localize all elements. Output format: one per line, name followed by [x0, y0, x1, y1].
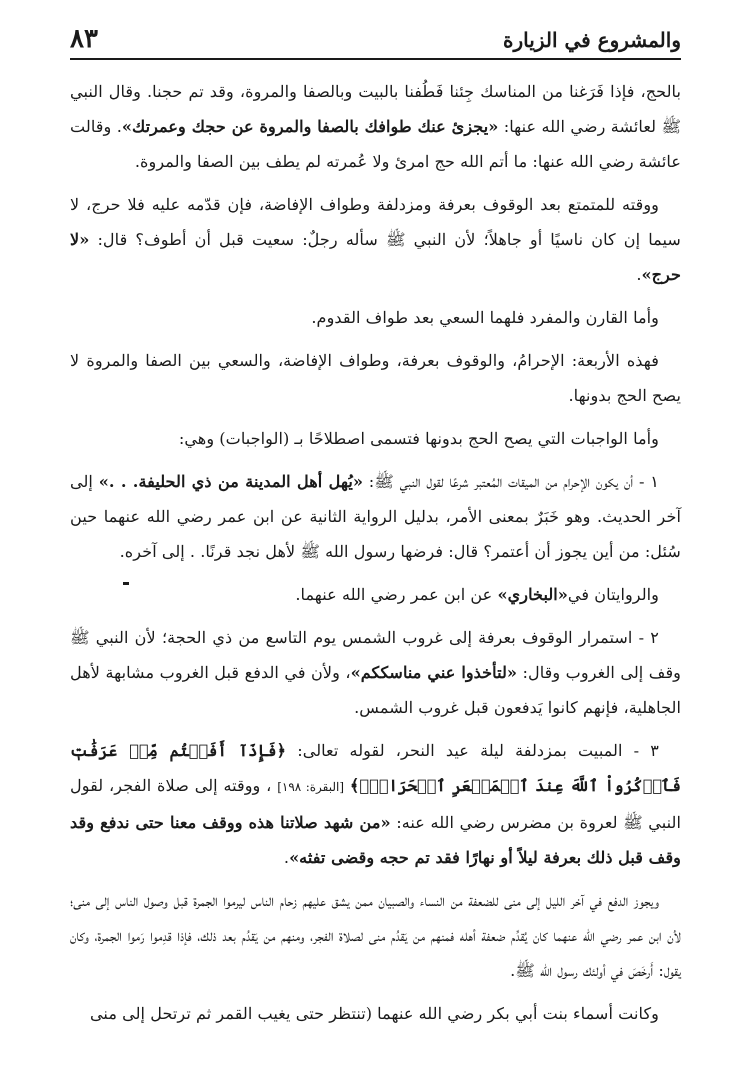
page-number: ٨٣ [70, 24, 98, 54]
hadith-quote-3: «يُهل أهل المدينة من ذي الحليفة. . .» [98, 472, 363, 491]
paragraph-8 [70, 620, 681, 725]
paragraph-10-text-b: أَرخَصَ في أولئك رسول الله ﷺ [515, 961, 654, 980]
paragraph-9-text-f: . [283, 848, 290, 867]
book-title-bukhari: «البخاري» [497, 585, 568, 604]
paragraph-9-text-a: ٣ - المبيت بمزدلفة ليلة عيد النحر، لقوله تعالى: [297, 741, 659, 760]
paragraph-7 [70, 577, 681, 612]
hadith-quote-2: «لا حرج» [70, 230, 681, 284]
hadith-quote-1: «يجزئ عنك طوافك بالصفا والمروة عن حجك وعمرتك» [121, 117, 499, 136]
paragraph-2 [70, 187, 681, 292]
print-mark [123, 582, 129, 585]
paragraph-10-text-a: ويجوز الدفع في آخر الليل إلى منى للضعفة من النساء والصبيان ممن يشق عليهم زحام الناس ليرموا الجمرة قبل وصول الناس إلى منى؛ لأن ابن عمر رضي الله عنهما كان يُقدِّم ضعفة أهله فمنهم من يَقدُم منى لصلاة الفجر، ومنهم من يَقدُم بعد ذلك، فإذا قدِموا رَموا الجمرة، وكان يقول: [70, 891, 681, 980]
quran-verse: ﴿فَإِذَآ أَفَضۡتُم مِّنۡ عَرَفَٰتٖ فَٱذۡكُرُواْ ٱللَّهَ عِندَ ٱلۡمَشۡعَرِ ٱلۡحَرَامِۖ﴾ [70, 741, 681, 795]
paragraph-3: وأما القارن والمفرد فلهما السعي بعد طواف القدوم. [311, 308, 659, 327]
paragraph-4: فهذه الأربعة: الإحرامُ، والوقوف بعرفة، وطواف الإفاضة، والسعي بين الصفا والمروة لا يصح الحج بدونها. [70, 351, 681, 405]
paragraph-6-text-c: إلى آخر الحديث. وهو خَبَرٌ بمعنى الأمر، بدليل الرواية الثانية عن ابن عمر رضي الله عنهما حين سُئل: من أين يجوز أن أعتمر؟ قال: فرضها رسول الله ﷺ لأهل نجد قرنًا. . إلى آخره. [70, 472, 681, 561]
paragraph-10-text-c: . [510, 961, 516, 980]
hadith-quote-4: «لتأخذوا عني مناسككم» [350, 663, 518, 682]
verse-reference: [البقرة: ١٩٨] [277, 780, 345, 794]
paragraph-10 [70, 883, 681, 988]
running-title: والمشروع في الزيارة [503, 28, 681, 52]
paragraph-9 [70, 733, 681, 875]
paragraph-5: وأما الواجبات التي يصح الحج بدونها فتسمى اصطلاحًا بـ (الواجبات) وهي: [178, 429, 659, 448]
paragraph-8-text-c: ، ولأن في الدفع قبل الغروب مشابهة لأهل الجاهلية، فإنهم كانوا يَدفعون قبل غروب الشمس. [70, 663, 681, 717]
page-header [70, 24, 681, 60]
paragraph-7-text-a: والروايتان في [567, 585, 659, 604]
paragraph-6-text-a: ١ - أن يكون الإحرام من الميقات المُعتبر شرعًا لقول النبي ﷺ: [368, 472, 659, 491]
paragraph-2-text-c: . [636, 265, 642, 284]
paragraph-7-text-c: عن ابن عمر رضي الله عنهما. [295, 585, 493, 604]
paragraph-2-text-a: ووقته للمتمتع بعد الوقوف بعرفة ومزدلفة وطواف الإفاضة، فإن قدّمه عليه فلا حرج، لا سيما إن كان ناسيًا أو جاهلاً؛ لأن النبي ﷺ سأله رجلٌ: سعيت قبل أن أطوف؟ قال: [70, 195, 681, 249]
paragraph-8-text-a: ٢ - استمرار الوقوف بعرفة إلى غروب الشمس يوم التاسع من ذي الحجة؛ لأن النبي ﷺ وقف إلى الغروب وقال: [70, 628, 682, 682]
paragraph-1-text-c: . وقالت عائشة رضي الله عنها: ما أتم الله حج امرئ ولا عُمرته لم يطف بين الصفا والمروة. [70, 117, 681, 171]
paragraph-9-text-d: ، ووقته إلى صلاة الفجر، لقول النبي ﷺ لعروة بن مضرس رضي الله عنه: [70, 776, 681, 832]
paragraph-1 [70, 74, 681, 179]
hadith-quote-5: «من شهد صلاتنا هذه ووقف معنا حتى ندفع وقد وقف قبل ذلك بعرفة ليلاً أو نهارًا فقد تم حجه وقضى تفثه» [70, 813, 681, 867]
paragraph-11: وكانت أسماء بنت أبي بكر رضي الله عنهما (تنتظر حتى يغيب القمر ثم ترتحل إلى منى [89, 1004, 659, 1023]
paragraph-6 [70, 464, 681, 569]
paragraph-1-text-a: بالحج، فإذا فَرَغنا من المناسك جِئنا فَطُفنا بالبيت وبالصفا والمروة، وقد تم حجنا. وقال النبي ﷺ لعائشة رضي الله عنها: [70, 82, 681, 136]
